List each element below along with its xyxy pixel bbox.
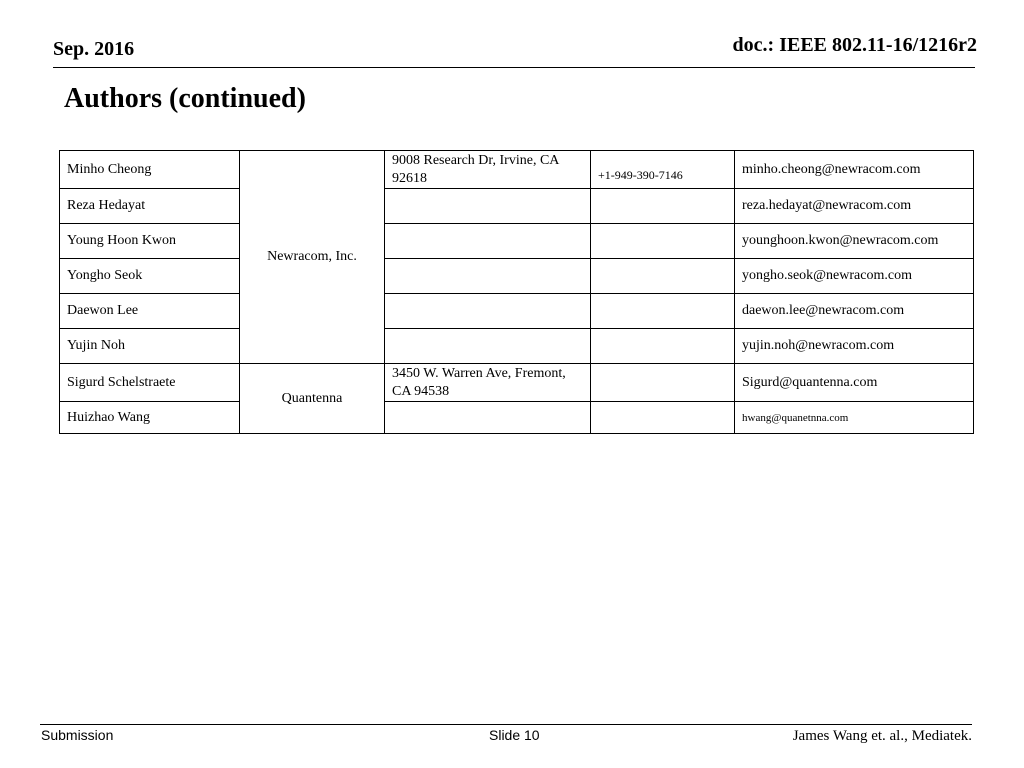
document-id: doc.: IEEE 802.11-16/1216r2 bbox=[732, 34, 977, 56]
author-phone bbox=[591, 224, 735, 259]
slide-title: Authors (continued) bbox=[64, 83, 306, 114]
author-phone bbox=[591, 294, 735, 329]
header-date: Sep. 2016 bbox=[53, 38, 135, 60]
author-name: Young Hoon Kwon bbox=[60, 224, 240, 259]
author-phone bbox=[591, 364, 735, 402]
author-email: daewon.lee@newracom.com bbox=[735, 294, 974, 329]
author-address bbox=[385, 402, 591, 434]
footer-submission: Submission bbox=[41, 727, 114, 743]
table-row bbox=[60, 402, 974, 434]
author-email: yujin.noh@newracom.com bbox=[735, 329, 974, 364]
author-phone bbox=[591, 402, 735, 434]
author-email: reza.hedayat@newracom.com bbox=[735, 189, 974, 224]
footer-author: James Wang et. al., Mediatek. bbox=[792, 728, 972, 744]
author-name: Sigurd Schelstraete bbox=[60, 364, 240, 402]
table-row bbox=[60, 294, 974, 329]
author-email: younghoon.kwon@newracom.com bbox=[735, 224, 974, 259]
affiliation-cell: Quantenna bbox=[240, 364, 385, 434]
author-address bbox=[385, 224, 591, 259]
author-address bbox=[385, 189, 591, 224]
author-name: Yujin Noh bbox=[60, 329, 240, 364]
author-email: Sigurd@quantenna.com bbox=[735, 364, 974, 402]
table-row bbox=[60, 364, 974, 402]
author-phone bbox=[591, 259, 735, 294]
header-divider bbox=[53, 67, 975, 68]
author-email: hwang@quanetnna.com bbox=[735, 402, 974, 434]
authors-table bbox=[59, 150, 974, 434]
author-address bbox=[385, 329, 591, 364]
author-address: 3450 W. Warren Ave, Fremont, CA 94538 bbox=[385, 364, 591, 402]
slide-number: Slide 10 bbox=[489, 727, 540, 743]
author-name: Minho Cheong bbox=[60, 151, 240, 189]
author-address bbox=[385, 294, 591, 329]
table-row bbox=[60, 259, 974, 294]
footer-divider bbox=[40, 724, 972, 725]
author-address bbox=[385, 259, 591, 294]
author-name: Reza Hedayat bbox=[60, 189, 240, 224]
author-address: 9008 Research Dr, Irvine, CA 92618 bbox=[385, 151, 591, 189]
author-phone bbox=[591, 189, 735, 224]
author-name: Daewon Lee bbox=[60, 294, 240, 329]
author-name: Yongho Seok bbox=[60, 259, 240, 294]
table-row bbox=[60, 151, 974, 189]
author-phone: +1-949-390-7146 bbox=[591, 151, 735, 189]
author-phone bbox=[591, 329, 735, 364]
table-row bbox=[60, 189, 974, 224]
table-row bbox=[60, 224, 974, 259]
author-name: Huizhao Wang bbox=[60, 402, 240, 434]
author-email: minho.cheong@newracom.com bbox=[735, 151, 974, 189]
author-email: yongho.seok@newracom.com bbox=[735, 259, 974, 294]
affiliation-cell: Newracom, Inc. bbox=[240, 151, 385, 364]
table-row bbox=[60, 329, 974, 364]
